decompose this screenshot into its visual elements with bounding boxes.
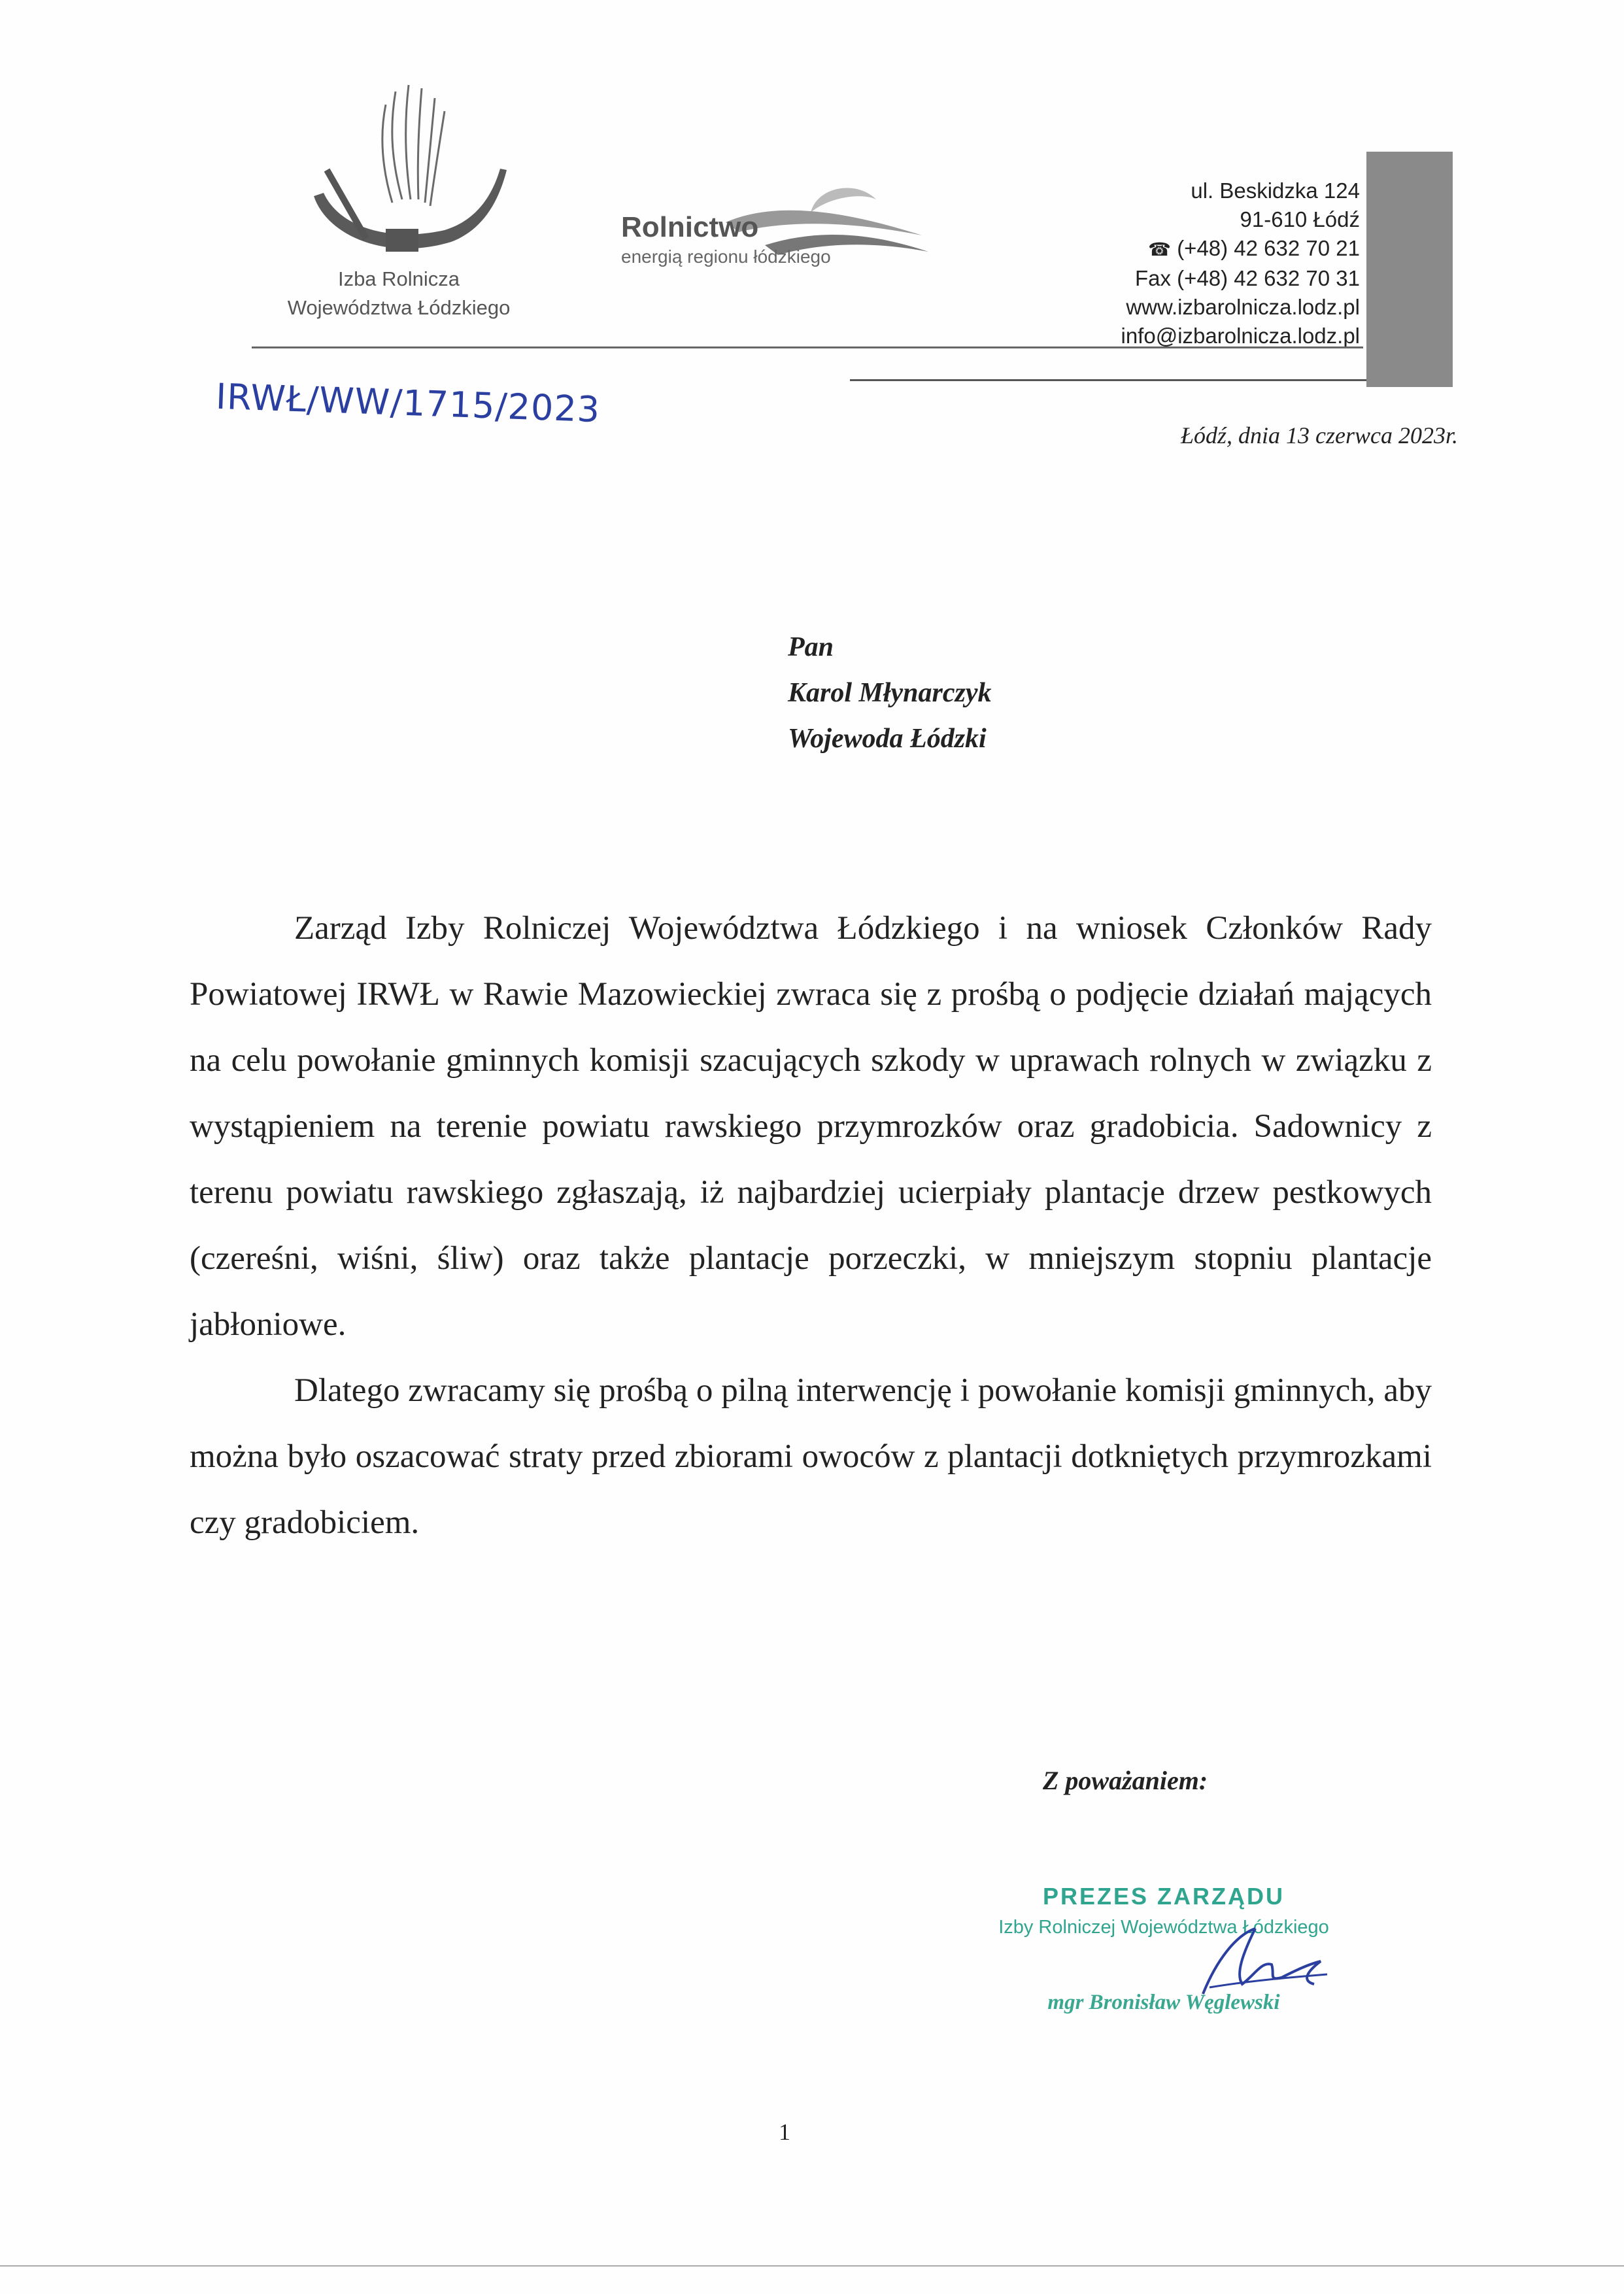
contact-block <box>1020 177 1360 350</box>
stamp-name: mgr Bronisław Węglewski <box>1047 1991 1280 2014</box>
body-paragraph-2: Dlatego zwracamy się prośbą o pilną interwencję i powołanie komisji gminnych, aby można było oszacować straty przed zbiorami owoców z plantacji dotkniętych przymrozkami czy gradobiciem. <box>190 1372 1432 1541</box>
brand-logo <box>621 173 935 284</box>
addressee-title: Pan <box>788 632 834 662</box>
stamp-organization: Izby Rolniczej Województwa Łódzkiego <box>998 1917 1329 1938</box>
addressee <box>788 624 992 762</box>
brand-title: Rolnictwo <box>621 211 759 243</box>
contact-website: www.izbarolnicza.lodz.pl <box>1126 295 1360 319</box>
org-name-line2: Województwa Łódzkiego <box>287 296 511 319</box>
contact-phone-row <box>1020 234 1360 264</box>
header-divider-secondary <box>850 379 1366 381</box>
phone-icon: ☎ <box>1148 239 1172 260</box>
reference-number: IRWŁ/WW/1715/2023 <box>215 375 601 431</box>
addressee-name: Karol Młynarczyk <box>788 678 992 708</box>
contact-phone: (+48) 42 632 70 21 <box>1177 236 1360 260</box>
header-divider <box>252 346 1363 348</box>
contact-email: info@izbarolnicza.lodz.pl <box>1121 324 1360 348</box>
org-name-line1: Izba Rolnicza <box>337 267 460 290</box>
header-gray-block <box>1366 152 1453 387</box>
body-paragraph-1: Zarząd Izby Rolniczej Województwa Łódzkiego i na wniosek Członków Rady Powiatowej IRWŁ w Rawie Mazowieckiej zwraca się z prośbą o podjęcie działań mających na celu powołanie gminnych komisji szacujących szkody w uprawach rolnych w związku z wystąpieniem na terenie powiatu rawskiego przymrozków oraz gradobicia. Sadownicy z terenu powiatu rawskiego zgłaszają, iż najbardziej ucierpiały plantacje drzew pestkowych (czereśni, wiśni, śliw) oraz także plantacje porzeczki, w mniejszym stopniu plantacje jabłoniowe. <box>190 910 1432 1343</box>
addressee-position: Wojewoda Łódzki <box>788 724 987 754</box>
letter-date: Łódź, dnia 13 czerwca 2023r. <box>1180 422 1458 448</box>
signature <box>1157 1922 1353 2014</box>
letter-body <box>190 896 1432 1556</box>
contact-street: ul. Beskidzka 124 <box>1191 178 1360 203</box>
brand-subtitle: energią regionu łódzkiego <box>621 246 831 267</box>
closing-salutation: Z poważaniem: <box>1043 1766 1208 1795</box>
org-name <box>248 265 549 322</box>
scan-edge-line <box>0 2265 1624 2267</box>
farm-chamber-logo-icon <box>288 78 510 268</box>
page-number: 1 <box>779 2119 790 2145</box>
contact-postal-city: 91-610 Łódź <box>1240 207 1360 231</box>
stamp-title: PREZES ZARZĄDU <box>1042 1883 1285 1910</box>
contact-fax: Fax (+48) 42 632 70 31 <box>1135 266 1360 290</box>
